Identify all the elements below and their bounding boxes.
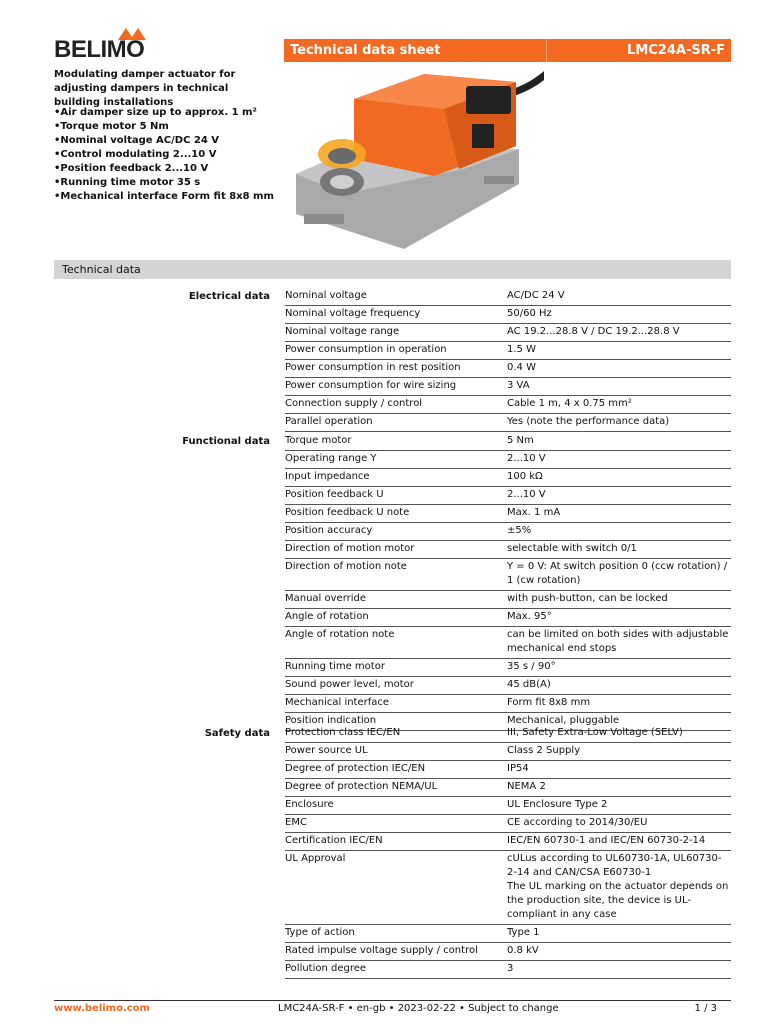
spec-key: Torque motor [285,435,352,446]
spec-value: 5 Nm [507,435,534,446]
spec-key: Running time motor [285,661,385,672]
spec-row [285,677,731,695]
spec-value: ±5% [507,525,532,536]
feature-item: • Running time motor 35 s [54,176,274,190]
spec-value: 2...10 V [507,489,546,500]
page-number: 1 / 3 [694,1003,717,1014]
spec-row [285,779,731,797]
title-bar [284,39,731,62]
model-number: LMC24A-SR-F [627,43,725,58]
spec-value: III, Safety Extra-Low Voltage (SELV) [507,727,683,738]
spec-key: Direction of motion motor [285,543,415,554]
spec-row [285,851,731,925]
logo-text: BELIMO [54,36,145,63]
spec-row [285,743,731,761]
spec-key: Nominal voltage range [285,326,400,337]
spec-row [285,943,731,961]
spec-value: Cable 1 m, 4 x 0.75 mm² [507,398,632,409]
spec-row [285,360,731,378]
spec-value: 50/60 Hz [507,308,552,319]
spec-row [285,925,731,943]
spec-key: Power source UL [285,745,368,756]
spec-key: Operating range Y [285,453,377,464]
spec-row [285,591,731,609]
spec-value: IP54 [507,763,529,774]
spec-rows [285,288,731,432]
spec-key: Parallel operation [285,416,373,427]
spec-key: Manual override [285,593,367,604]
spec-rows [285,433,731,731]
spec-key: Power consumption in rest position [285,362,461,373]
spec-value: 1.5 W [507,344,536,355]
spec-row [285,559,731,591]
spec-key: Position feedback U [285,489,384,500]
feature-item: • Control modulating 2...10 V [54,148,274,162]
spec-value: Form fit 8x8 mm [507,697,591,708]
spec-value: 45 dB(A) [507,679,551,690]
spec-rows [285,725,731,979]
spec-row [285,695,731,713]
spec-value: Y = 0 V: At switch position 0 (ccw rotation) / 1 (cw rotation) [507,561,728,586]
spec-row [285,324,731,342]
spec-key: Nominal voltage frequency [285,308,421,319]
spec-value: Type 1 [507,927,540,938]
spec-key: Nominal voltage [285,290,367,301]
spec-key: Position accuracy [285,525,373,536]
group-label: Safety data [204,728,270,739]
spec-key: Sound power level, motor [285,679,414,690]
spec-value: AC/DC 24 V [507,290,565,301]
group-label: Functional data [182,436,270,447]
spec-row [285,961,731,979]
spec-key: Rated impulse voltage supply / control [285,945,478,956]
spec-key: Position indication [285,715,377,726]
product-image [284,64,544,260]
spec-key: Direction of motion note [285,561,407,572]
spec-value: IEC/EN 60730-1 and IEC/EN 60730-2-14 [507,835,706,846]
spec-row [285,342,731,360]
spec-value: Class 2 Supply [507,745,581,756]
spec-row [285,414,731,432]
spec-value: AC 19.2...28.8 V / DC 19.2...28.8 V [507,326,680,337]
spec-value: 0.4 W [507,362,536,373]
spec-value: 2...10 V [507,453,546,464]
spec-row [285,288,731,306]
section-heading-technical-data: Technical data [54,260,731,279]
product-description: Modulating damper actuator for adjusting dampers in technical building installations [54,69,236,108]
spec-key: Connection supply / control [285,398,423,409]
spec-value: can be limited on both sides with adjustable mechanical end stops [507,629,729,654]
spec-row [285,815,731,833]
feature-item: • Mechanical interface Form fit 8x8 mm [54,190,274,204]
feature-item: • Position feedback 2...10 V [54,162,274,176]
group-label: Electrical data [188,291,270,302]
spec-row [285,433,731,451]
spec-row [285,469,731,487]
spec-row [285,797,731,815]
spec-key: EMC [285,817,307,828]
spec-row [285,725,731,743]
feature-list [54,106,274,204]
spec-key: Power consumption in operation [285,344,447,355]
feature-item: • Nominal voltage AC/DC 24 V [54,134,274,148]
spec-row [285,627,731,659]
spec-value: 0.8 kV [507,945,539,956]
spec-key: Degree of protection IEC/EN [285,763,426,774]
spec-value: 3 VA [507,380,530,391]
spec-value: cULus according to UL60730-1A, UL60730-2-14 and CAN/CSA E60730-1 The UL marking on the actuator depends on the production site, the device is UL-compliant in any case [507,853,729,920]
spec-key: Power consumption for wire sizing [285,380,457,391]
spec-value: Max. 95° [507,611,552,622]
spec-row [285,833,731,851]
spec-key: Angle of rotation note [285,629,395,640]
footer-info: LMC24A-SR-F • en-gb • 2023-02-22 • Subject to change [278,1003,559,1014]
spec-row [285,396,731,414]
footer-divider [54,1000,731,1001]
spec-value: NEMA 2 [507,781,546,792]
spec-row [285,505,731,523]
spec-key: Protection class IEC/EN [285,727,401,738]
spec-value: 35 s / 90° [507,661,556,672]
spec-row [285,609,731,627]
spec-value: Yes (note the performance data) [507,416,670,427]
spec-row [285,541,731,559]
spec-key: Type of action [285,927,355,938]
spec-value: Max. 1 mA [507,507,561,518]
spec-value: UL Enclosure Type 2 [507,799,608,810]
belimo-logo [54,28,154,64]
spec-value: with push-button, can be locked [507,593,668,604]
spec-value: 100 kΩ [507,471,543,482]
footer [54,1003,731,1017]
spec-value: Mechanical, pluggable [507,715,620,726]
spec-key: Enclosure [285,799,334,810]
spec-value: CE according to 2014/30/EU [507,817,648,828]
spec-row [285,451,731,469]
spec-key: Degree of protection NEMA/UL [285,781,438,792]
spec-value: selectable with switch 0/1 [507,543,637,554]
feature-item: • Torque motor 5 Nm [54,120,274,134]
spec-row [285,378,731,396]
spec-key: Angle of rotation [285,611,369,622]
doc-type: Technical data sheet [290,43,441,58]
spec-row [285,659,731,677]
spec-row [285,487,731,505]
spec-key: UL Approval [285,853,346,864]
spec-value: 3 [507,963,514,974]
feature-item: • Air damper size up to approx. 1 m² [54,106,274,120]
spec-key: Certification IEC/EN [285,835,383,846]
spec-key: Pollution degree [285,963,367,974]
spec-key: Position feedback U note [285,507,410,518]
footer-website-link[interactable]: www.belimo.com [54,1003,150,1014]
spec-row [285,306,731,324]
title-divider [546,39,547,62]
spec-key: Mechanical interface [285,697,390,708]
spec-row [285,761,731,779]
spec-key: Input impedance [285,471,370,482]
spec-row [285,523,731,541]
